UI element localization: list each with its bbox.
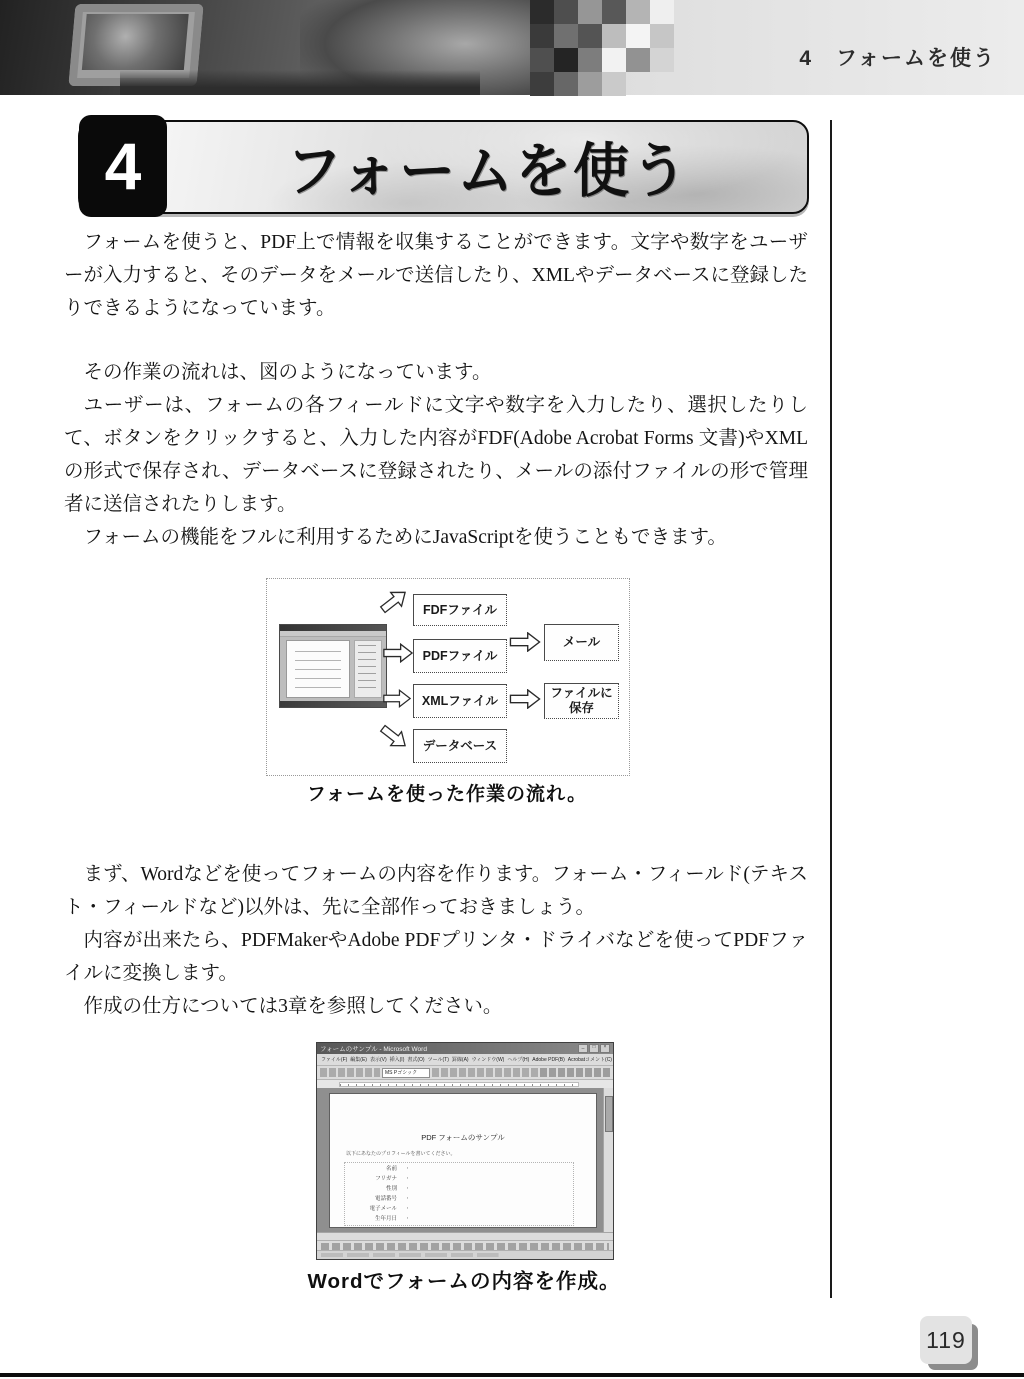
field-gender: 性別 [385, 1186, 397, 1192]
word-toolbar [317, 1066, 613, 1080]
bottom-rule [0, 1373, 1024, 1377]
menu-file: ファイル(F) [321, 1057, 348, 1063]
pdf-form-thumbnail [279, 624, 387, 708]
node-save-line2: 保存 [568, 701, 594, 715]
running-title: 4 フォームを使う [799, 47, 996, 70]
word-menubar [317, 1054, 613, 1066]
right-vertical-rule [830, 120, 832, 1298]
paragraph: まず、Wordなどを使ってフォームの内容を作ります。フォーム・フィールド(テキスト・フィールドなど)以外は、先に全部作っておきましょう。 [64, 864, 808, 918]
menu-format: 書式(O) [407, 1057, 425, 1063]
thumbnail-document [286, 640, 350, 698]
form-row [345, 1213, 573, 1223]
field-marker: ・ [405, 1215, 411, 1222]
menu-adobe-pdf: Adobe PDF(B) [532, 1056, 565, 1063]
field-marker: ・ [405, 1165, 411, 1172]
monitor-screen [82, 14, 189, 70]
node-save-to-file [544, 683, 619, 719]
field-birthdate: 生年月日 [374, 1216, 397, 1222]
chapter-number-box [79, 115, 167, 217]
field-phone: 電話番号 [374, 1196, 397, 1202]
chapter-number: 4 [104, 129, 142, 203]
thumbnail-panel [354, 640, 382, 698]
page-number-badge [920, 1316, 972, 1364]
flow-diagram [266, 578, 630, 776]
menu-help: ヘルプ(H) [507, 1057, 530, 1063]
word-document-area [317, 1088, 613, 1232]
arrow-to-fdf-icon [376, 584, 412, 618]
doc-title: PDF フォームのサンプル [421, 1133, 505, 1142]
form-row [345, 1173, 573, 1183]
word-screenshot-caption: Wordでフォームの内容を作成。 [307, 1270, 621, 1293]
menu-acrobat-comment: Acrobatコメント(C) [567, 1057, 612, 1063]
arrow-to-database-icon [376, 720, 412, 754]
chapter-banner [78, 120, 809, 214]
field-furigana: フリガナ [375, 1176, 397, 1182]
drawing-toolbar-icons [321, 1243, 609, 1250]
paragraph: 内容が出来たら、PDFMakerやAdobe PDFプリンタ・ドライバなどを使ってPDFファイルに変換します。 [64, 930, 808, 984]
form-row [345, 1183, 573, 1193]
field-marker: ・ [405, 1175, 411, 1182]
doc-form-table [344, 1162, 574, 1226]
node-pdf-file: PDFファイル [413, 639, 507, 673]
doc-note: 以下にあなたのプロフィールを書いてください。 [346, 1151, 456, 1157]
arrow-xml-to-save-icon [508, 689, 542, 709]
word-title-text: フォームのサンプル - Microsoft Word [320, 1046, 427, 1053]
node-database: データベース [413, 729, 507, 763]
flow-paragraph-block [64, 356, 808, 554]
node-xml-file: XMLファイル [413, 684, 507, 718]
field-marker: ・ [405, 1185, 411, 1192]
form-row [345, 1193, 573, 1203]
toolbar-icons [320, 1068, 380, 1077]
node-save-line1: ファイルに [550, 686, 613, 700]
intro-paragraph-block [64, 226, 808, 325]
word-statusbar [317, 1250, 613, 1259]
desk-shadow [120, 70, 480, 95]
font-name-box: MS Pゴシック [382, 1068, 430, 1078]
page-number: 119 [926, 1326, 966, 1353]
word-titlebar [317, 1043, 613, 1054]
field-email: 電子メール [369, 1206, 397, 1212]
paragraph: フォームを使うと、PDF上で情報を収集することができます。文字や数字をユーザーが入力すると、そのデータをメールで送信したり、XMLやデータベースに登録したりできるようになっています。 [64, 232, 808, 319]
field-marker: ・ [405, 1205, 411, 1212]
arrow-to-xml-icon [383, 689, 411, 708]
arrow-pdf-to-mail-icon [508, 632, 542, 652]
toolbar-icons [432, 1068, 538, 1077]
ruler-band [339, 1082, 579, 1087]
word-page [329, 1093, 597, 1228]
field-name: 名前 [385, 1166, 397, 1172]
scrollbar-thumb [605, 1096, 613, 1132]
menu-edit: 編集(E) [350, 1057, 367, 1063]
menu-insert: 挿入(I) [389, 1057, 405, 1063]
menu-table: 罫線(A) [451, 1057, 469, 1063]
checker-mosaic [530, 0, 698, 96]
node-mail: メール [544, 624, 619, 661]
maximize-icon: □ [589, 1044, 599, 1053]
thumbnail-body [280, 637, 386, 701]
form-row [345, 1163, 573, 1173]
paragraph: 作成の仕方については3章を参照してください。 [83, 996, 503, 1017]
close-icon: × [600, 1044, 610, 1053]
field-marker: ・ [405, 1195, 411, 1202]
form-row [345, 1203, 573, 1213]
header-strip [0, 0, 1024, 95]
paragraph: ユーザーは、フォームの各フィールドに文字や数字を入力したり、選択したりして、ボタンをクリックすると、入力した内容がFDF(Adobe Acrobat Forms 文書)やXMLの形式で保存され、データベースに登録されたり、メールの添付ファイルの形で管理者に送信されたりします。 [64, 395, 808, 515]
menu-window: ウィンドウ(W) [471, 1057, 505, 1063]
diagram-caption: フォームを使った作業の流れ。 [306, 784, 588, 805]
menu-tools: ツール(T) [427, 1057, 449, 1063]
paragraph: フォームの機能をフルに利用するためにJavaScriptを使うこともできます。 [83, 527, 727, 548]
chapter-title: フォームを使う [285, 137, 690, 204]
word-paragraph-block [64, 858, 808, 1023]
word-screenshot [316, 1042, 614, 1260]
paragraph: その作業の流れは、図のようになっています。 [83, 362, 492, 383]
node-fdf-file: FDFファイル [413, 594, 507, 626]
vertical-scrollbar [603, 1088, 613, 1232]
toolbar-icons [540, 1068, 610, 1077]
minimize-icon: _ [578, 1044, 588, 1053]
menu-view: 表示(V) [369, 1057, 387, 1063]
header-photo [0, 0, 585, 95]
arrow-to-pdf-icon [383, 643, 413, 663]
thumbnail-statusbar [280, 701, 386, 707]
